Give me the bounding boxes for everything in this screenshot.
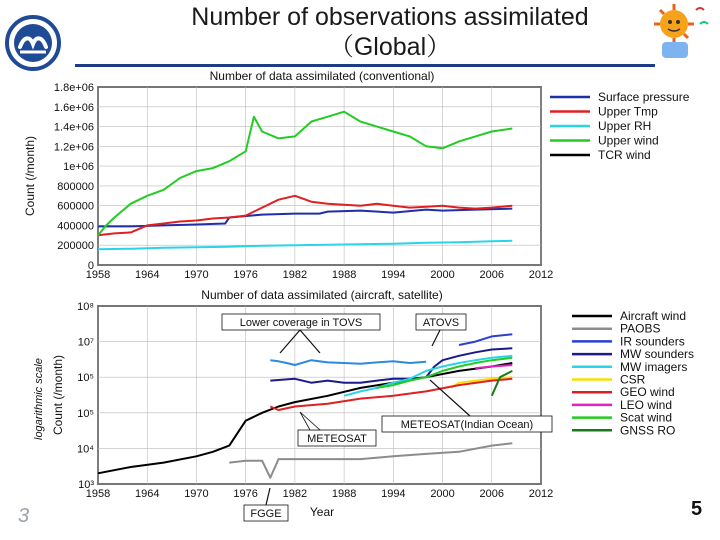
x-tick-label: 1958 (85, 488, 111, 500)
y-tick-label: 800000 (57, 180, 94, 193)
legend-label-upper-wind: Upper wind (598, 133, 659, 148)
x-tick-label: 2012 (528, 488, 554, 500)
legend-label-upper-tmp: Upper Tmp (598, 104, 658, 119)
slide-number: 3 (18, 505, 30, 527)
legend-label-scat-wind: Scat wind (620, 410, 673, 425)
y-tick-label: 400000 (57, 220, 94, 233)
x-tick-label: 1958 (85, 269, 111, 281)
y-tick-label: 0 (87, 260, 94, 272)
y-tick-label: 10⁸ (77, 301, 94, 313)
x-tick-label: 2012 (528, 269, 554, 281)
y-tick-label: 1e+06 (63, 161, 94, 174)
y-tick-label: 1.2e+06 (53, 141, 94, 154)
legend-label-ir-sounders: IR sounders (620, 334, 685, 349)
y-tick-label: 10⁵ (77, 372, 94, 385)
legend-label-csr: CSR (620, 372, 646, 387)
x-tick-label: 1982 (282, 269, 308, 281)
x-tick-label: 2006 (479, 488, 505, 500)
satellite-chart (51, 288, 694, 521)
y-tick-label: 10⁷ (77, 336, 94, 349)
x-tick-label: 1970 (184, 488, 209, 500)
x-tick-label: 1982 (282, 488, 308, 500)
slide-title-line1: Number of observations assimilated (191, 3, 589, 31)
satellite-x-axis-label: Year (309, 505, 335, 519)
annotation-meteosat-text: METEOSAT (307, 433, 367, 445)
legend-label-mw-imagers: MW imagers (620, 359, 688, 374)
conventional-chart (23, 69, 690, 281)
y-tick-label: 1.8e+06 (53, 82, 94, 94)
legend-label-upper-rh: Upper RH (598, 119, 652, 133)
legend-label-surface-pressure: Surface pressure (598, 90, 690, 104)
annotation-meteosat-indian-text: METEOSAT(Indian Ocean) (400, 419, 534, 431)
x-tick-label: 1988 (331, 269, 357, 281)
y-tick-label: 1.6e+06 (53, 101, 94, 114)
x-tick-label: 1976 (233, 488, 258, 500)
satellite-plot-area (98, 306, 541, 484)
x-tick-label: 1964 (134, 269, 160, 281)
y-tick-label: 1.4e+06 (53, 121, 94, 134)
y-tick-label: 10⁴ (77, 443, 94, 456)
x-tick-label: 1976 (233, 269, 258, 281)
y-tick-label: 600000 (57, 200, 94, 213)
y-tick-label: 10⁵ (77, 407, 94, 420)
legend-label-tcr-wind: TCR wind (598, 148, 651, 162)
conventional-chart-title: Number of data assimilated (conventional) (209, 69, 435, 83)
x-tick-label: 2000 (430, 269, 455, 281)
satellite-chart-title: Number of data assimilated (aircraft, satellite) (201, 288, 443, 302)
x-tick-label: 1964 (134, 488, 160, 500)
log-scale-label: logarithmic scale (33, 358, 45, 440)
legend-label-geo-wind: GEO wind (620, 385, 675, 400)
y-tick-label: 200000 (57, 240, 94, 253)
x-tick-label: 1994 (381, 488, 406, 500)
annotation-lower-coverage-text: Lower coverage in TOVS (239, 317, 363, 329)
x-tick-label: 1988 (331, 488, 357, 500)
x-tick-label: 2000 (430, 488, 455, 500)
legend-label-aircraft-wind: Aircraft wind (620, 309, 687, 323)
conventional-legend (550, 90, 690, 162)
x-tick-label: 1970 (184, 269, 209, 281)
conventional-y-axis-label: Count (/month) (23, 135, 37, 217)
conventional-plot-area (98, 87, 541, 265)
annotation-fgge-text: FGGE (250, 508, 282, 520)
x-tick-label: 1994 (381, 269, 406, 281)
legend-label-mw-sounders: MW sounders (620, 347, 695, 362)
satellite-y-axis-label: Count (/month) (51, 354, 65, 436)
satellite-legend (572, 309, 694, 437)
y-tick-label: 10³ (78, 479, 94, 491)
x-tick-label: 2006 (479, 269, 505, 281)
page-number: 5 (691, 498, 703, 520)
annotation-atovs-text: ATOVS (422, 317, 460, 329)
legend-label-paobs: PAOBS (620, 321, 661, 336)
slide-title-line2: （Global） (328, 33, 452, 61)
legend-label-gnss-ro: GNSS RO (620, 423, 676, 438)
legend-label-leo-wind: LEO wind (620, 397, 673, 412)
